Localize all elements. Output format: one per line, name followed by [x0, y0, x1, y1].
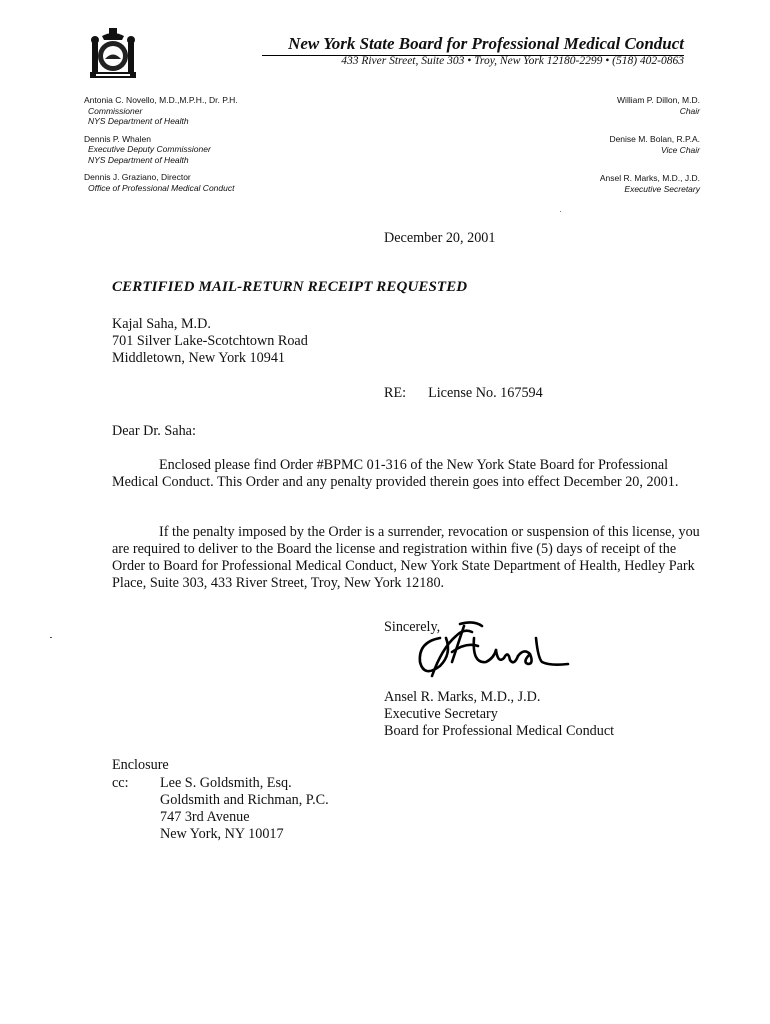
cc-line: 747 3rd Avenue — [160, 809, 250, 825]
staff-name: Dennis P. Whalen — [84, 133, 151, 144]
license-number: License No. 167594 — [428, 385, 543, 401]
body-paragraph: Enclosed please find Order #BPMC 01-316 of the New York State Board for Professional Medical Conduct. This Order and any penalty provided therein goes into effect December 20, 2001. — [112, 457, 679, 490]
staff-role: Commissioner — [88, 105, 143, 116]
enclosure-note: Enclosure — [112, 757, 169, 773]
signer-block — [384, 689, 614, 740]
staff-name: William P. Dillon, M.D. — [617, 95, 700, 105]
staff-name: Antonia C. Novello, M.D.,M.P.H., Dr. P.H. — [84, 95, 238, 105]
handwritten-signature — [412, 618, 570, 684]
staff-role: Vice Chair — [660, 144, 700, 155]
state-seal-logo — [84, 26, 142, 80]
staff-name: Ansel R. Marks, M.D., J.D. — [599, 173, 700, 183]
recipient-line: Kajal Saha, M.D. — [112, 316, 211, 332]
cc-line: Goldsmith and Richman, P.C. — [160, 792, 329, 808]
staff-role: Office of Professional Medical Conduct — [88, 182, 235, 193]
letterhead-title: New York State Board for Professional Medical Conduct — [288, 34, 684, 53]
signer-organization: Board for Professional Medical Conduct — [384, 723, 615, 739]
salutation: Dear Dr. Saha: — [112, 423, 196, 439]
staff-role: NYS Department of Health — [88, 116, 189, 126]
cc-line: New York, NY 10017 — [160, 826, 284, 842]
letterhead-address: 433 River Street, Suite 303 • Troy, New York 12180-2299 • (518) 402-0863 — [341, 55, 684, 67]
cc-label: cc: — [112, 775, 129, 791]
re-label: RE: — [384, 385, 407, 401]
recipient-address — [112, 316, 308, 367]
department-staff-list — [84, 95, 344, 193]
recipient-line: 701 Silver Lake-Scotchtown Road — [112, 333, 308, 349]
staff-role: NYS Department of Health — [88, 154, 189, 165]
closing: Sincerely, — [384, 619, 441, 635]
signer-title: Executive Secretary — [384, 706, 498, 722]
staff-name: Dennis J. Graziano, Director — [84, 172, 191, 182]
cc-recipient — [160, 775, 329, 843]
certified-mail-notice: CERTIFIED MAIL-RETURN RECEIPT REQUESTED — [112, 279, 468, 295]
letter-date: December 20, 2001 — [384, 230, 496, 246]
staff-role: Executive Secretary — [624, 183, 700, 194]
staff-role: Chair — [679, 105, 700, 116]
scan-speck — [560, 211, 561, 212]
cc-line: Lee S. Goldsmith, Esq. — [160, 775, 292, 791]
signer-name: Ansel R. Marks, M.D., J.D. — [384, 689, 541, 705]
board-staff-list — [520, 95, 700, 194]
staff-role: Executive Deputy Commissioner — [88, 144, 211, 154]
reference-line — [384, 385, 543, 402]
recipient-line: Middletown, New York 10941 — [112, 350, 286, 366]
staff-name: Denise M. Bolan, R.P.A. — [609, 134, 700, 144]
body-paragraph: If the penalty imposed by the Order is a surrender, revocation or suspension of this license, you are required to deliver to the Board the license and registration within five (5) days of receipt of the Order to Board for Professional Medical Conduct, New York State Department of Health, Hedley Park Place, Suite 303, 433 River Street, Troy, New York 12180. — [112, 524, 700, 591]
scan-speck — [50, 637, 52, 638]
